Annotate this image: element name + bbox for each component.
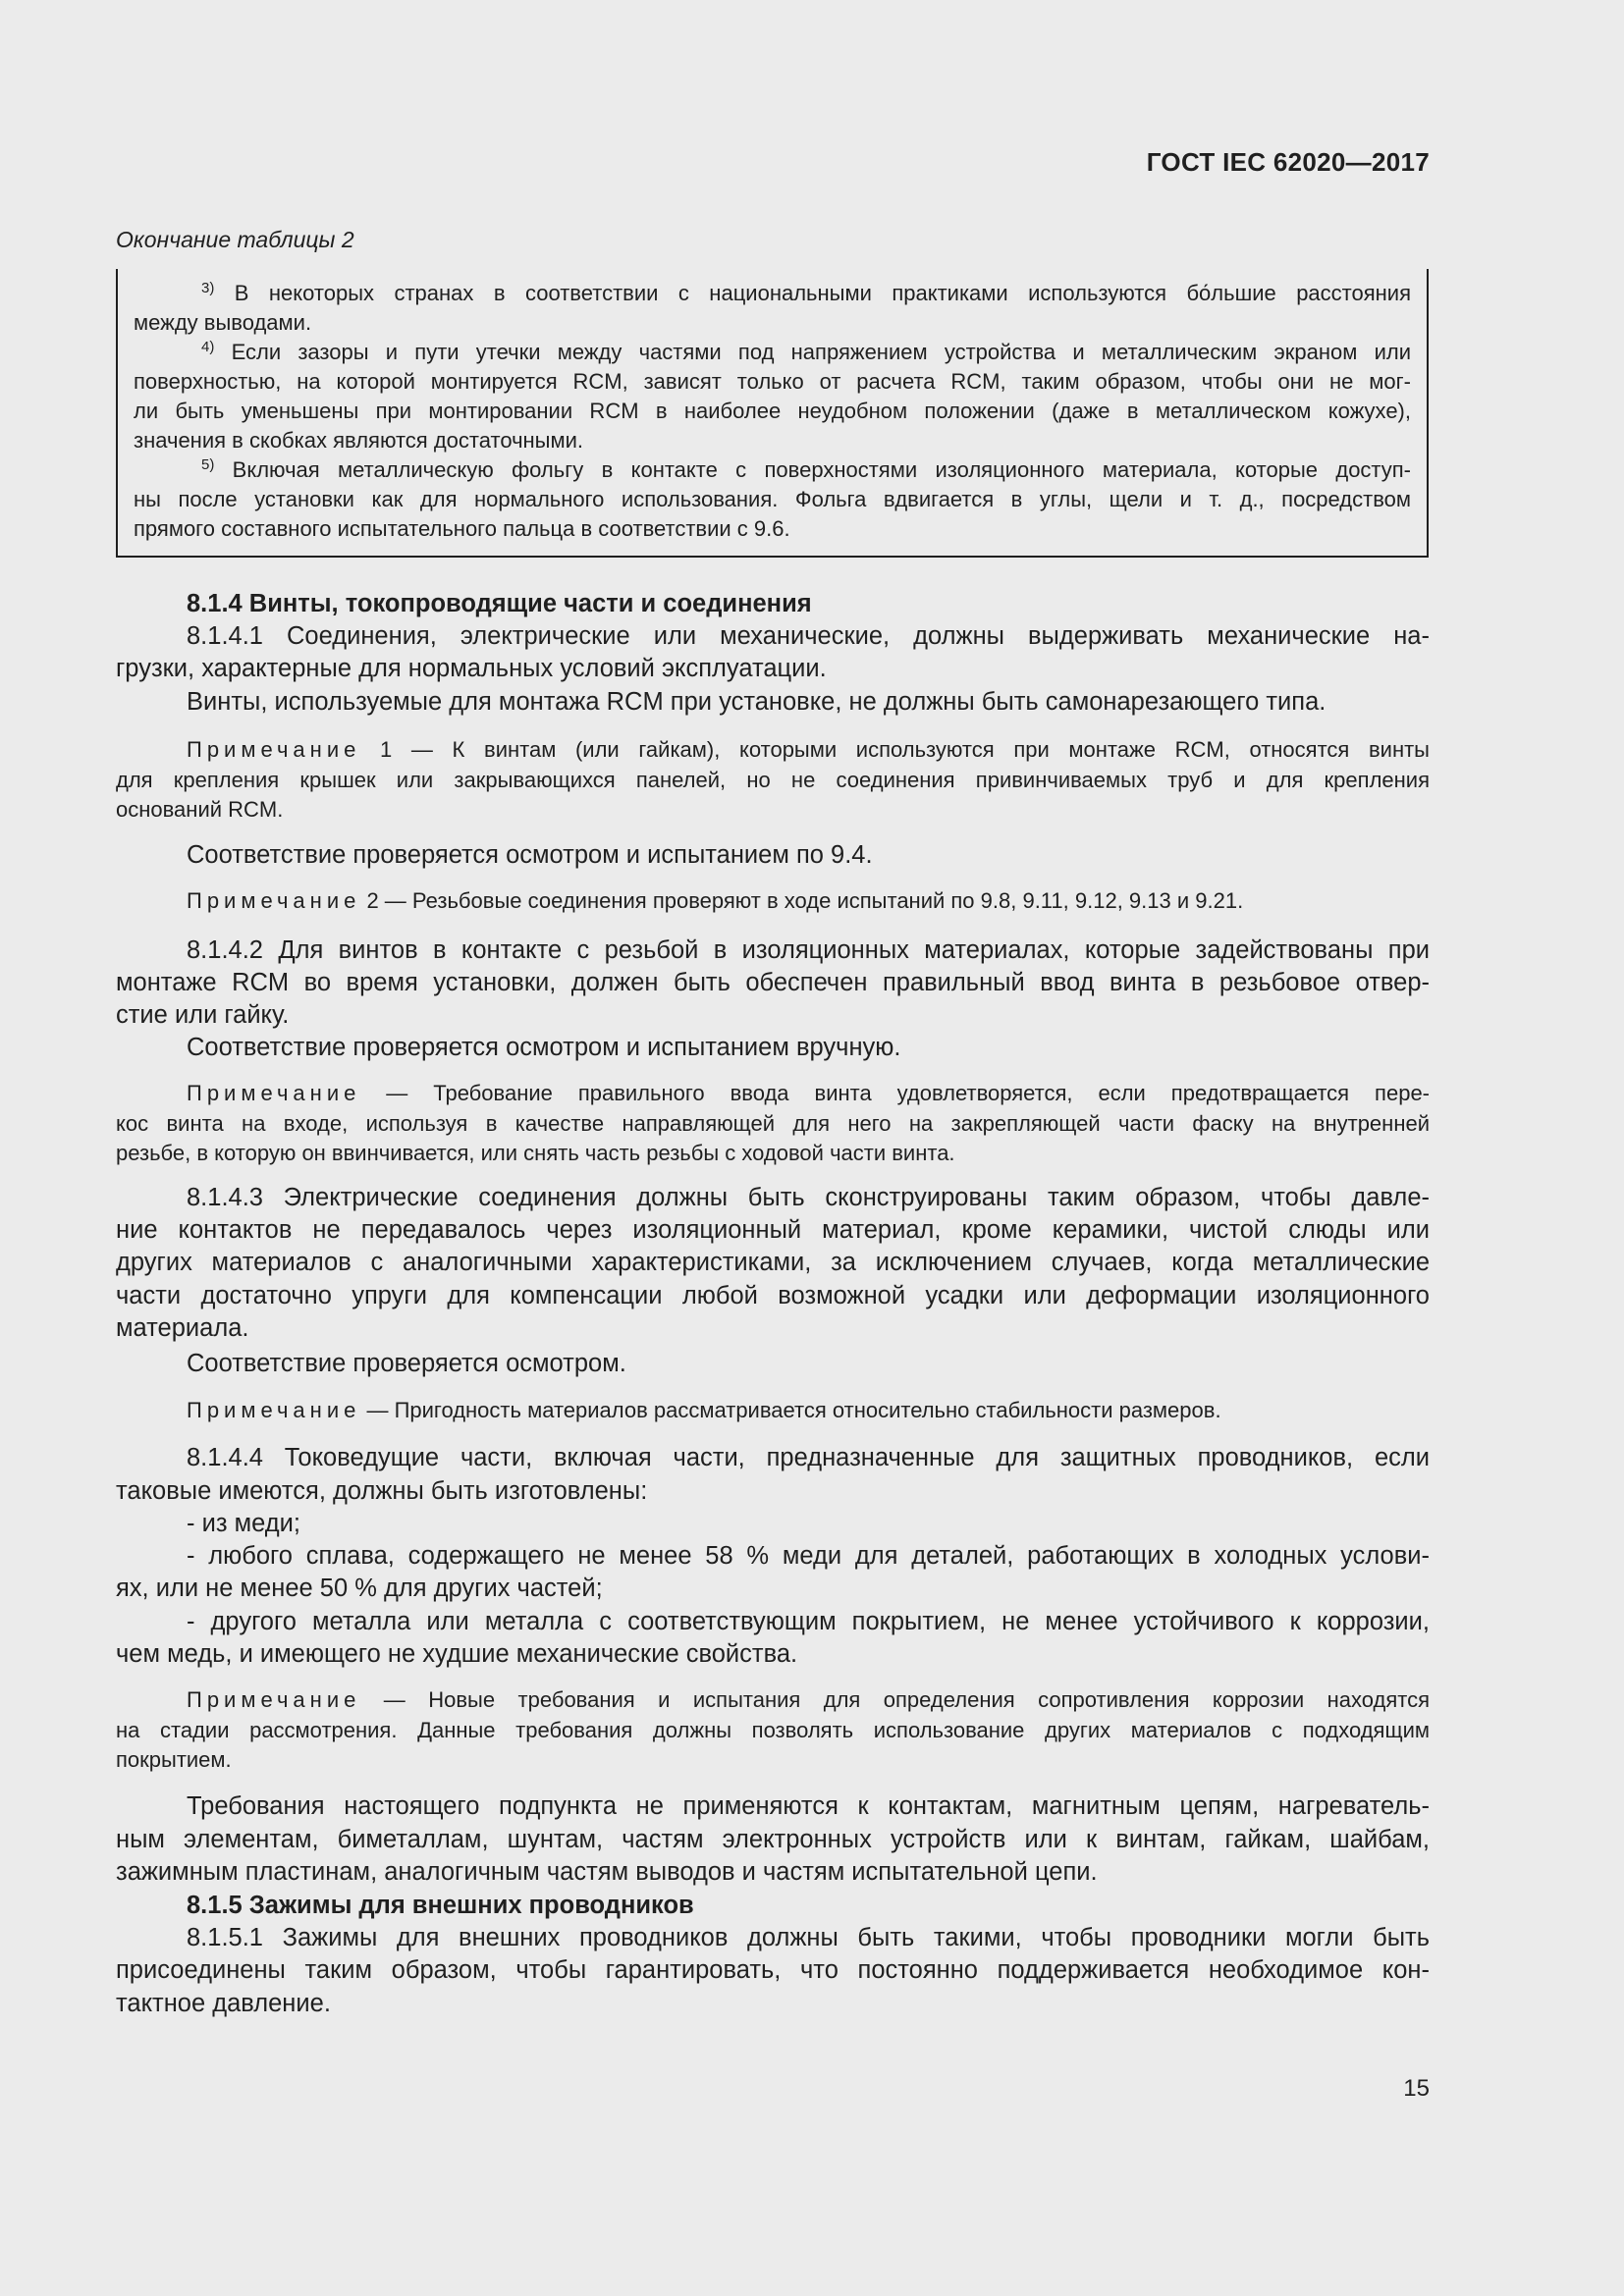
paragraph-line: стие или гайку. [116, 1001, 290, 1029]
note-text: 1 — К винтам (или гайкам), которыми используются при монтаже RCM, относятся винты [360, 737, 1430, 762]
paragraph-line: материала. [116, 1314, 249, 1342]
note-label: Примечание [187, 1398, 361, 1422]
paragraph-line: 8.1.4.3 Электрические соединения должны быть сконструированы таким образом, чтобы давле- [187, 1184, 1430, 1211]
paragraph-line: грузки, характерные для нормальных условий эксплуатации. [116, 655, 827, 682]
footnote-3-cont: между выводами. [134, 310, 312, 335]
note-line: на стадии рассмотрения. Данные требования должны позволять использование других материалов с подходящим [116, 1718, 1430, 1742]
paragraph-line: таковые имеются, должны быть изготовлены: [116, 1477, 648, 1505]
note-text: — Пригодность материалов рассматривается относительно стабильности размеров. [360, 1398, 1221, 1422]
note-line: оснований RCM. [116, 797, 284, 822]
footnote-4-line [201, 338, 1411, 367]
footnote-5-cont: прямого составного испытательного пальца в соответствии с 9.6. [134, 516, 790, 541]
footnote-3-line [201, 279, 1411, 308]
footnote-3-mark: 3) [201, 280, 215, 296]
note-2-line [187, 885, 1430, 916]
paragraph-line: зажимным пластинам, аналогичным частям выводов и частям испытательной цепи. [116, 1858, 1098, 1886]
note-label: Примечание [187, 1081, 361, 1105]
footnote-4-text: Если зазоры и пути утечки между частями под напряжением устройства и металлическим экраном или [214, 340, 1411, 364]
section-heading: 8.1.5 Зажимы для внешних проводников [187, 1892, 694, 1919]
paragraph-line: Соответствие проверяется осмотром. [187, 1350, 626, 1377]
paragraph-line: тактное давление. [116, 1990, 331, 2017]
list-item-cont: ях, или не менее 50 % для других частей; [116, 1575, 603, 1602]
footnote-3-text: В некоторых странах в соответствии с национальными практиками используются бо́льшие расстояния [214, 281, 1411, 305]
note-line: для крепления крышек или закрывающихся панелей, но не соединения привинчиваемых труб и для крепления [116, 768, 1430, 792]
paragraph-line: 8.1.4.2 Для винтов в контакте с резьбой в изоляционных материалах, которые задействованы при [187, 936, 1430, 964]
footnote-4-mark: 4) [201, 339, 215, 355]
paragraph-line: Винты, используемые для монтажа RCM при установке, не должны быть самонарезающего типа. [187, 688, 1326, 716]
list-item: - из меди; [187, 1510, 300, 1537]
footnote-5-line [201, 455, 1411, 485]
list-item: - любого сплава, содержащего не менее 58 % меди для деталей, работающих в холодных услови- [187, 1542, 1430, 1570]
paragraph-line: Требования настоящего подпункта не применяются к контактам, магнитным цепям, нагреватель- [187, 1792, 1430, 1820]
page-number: 15 [1403, 2075, 1430, 2102]
paragraph-line: Соответствие проверяется осмотром и испытанием вручную. [187, 1034, 901, 1061]
paragraph-line: присоединены таким образом, чтобы гарантировать, что постоянно поддерживается необходимое кон- [116, 1956, 1430, 1984]
paragraph-line: 8.1.5.1 Зажимы для внешних проводников должны быть такими, чтобы проводники могли быть [187, 1924, 1430, 1951]
note-line: кос винта на входе, используя в качестве направляющей для него на закрепляющей части фаску на внутренней [116, 1111, 1430, 1136]
note-line: резьбе, в которую он ввинчивается, или снять часть резьбы с ходовой части винта. [116, 1141, 955, 1165]
paragraph-line: части достаточно упруги для компенсации любой возможной усадки или деформации изоляционного [116, 1282, 1430, 1309]
note-5-line [187, 1684, 1430, 1715]
note-label: Примечание [187, 888, 361, 913]
note-text: 2 — Резьбовые соединения проверяют в ходе испытаний по 9.8, 9.11, 9.12, 9.13 и 9.21. [360, 888, 1244, 913]
section-heading: 8.1.4 Винты, токопроводящие части и соединения [187, 590, 812, 617]
note-label: Примечание [187, 1687, 361, 1712]
note-line: покрытием. [116, 1747, 232, 1772]
paragraph-line: 8.1.4.1 Соединения, электрические или механические, должны выдерживать механические на- [187, 622, 1430, 650]
note-label: Примечание [187, 737, 361, 762]
paragraph-line: других материалов с аналогичными характеристиками, за исключением случаев, когда металлические [116, 1249, 1430, 1276]
paragraph-line: 8.1.4.4 Токоведущие части, включая части, предназначенные для защитных проводников, если [187, 1444, 1430, 1471]
footnote-5-mark: 5) [201, 456, 215, 473]
footnote-5-text: Включая металлическую фольгу в контакте с поверхностями изоляционного материала, которые доступ- [214, 457, 1411, 482]
footnote-4-cont: ли быть уменьшены при монтировании RCM в наиболее неудобном положении (даже в металлическом кожухе), [134, 399, 1411, 423]
paragraph-line: монтаже RCM во время установки, должен быть обеспечен правильный ввод винта в резьбовое отвер- [116, 969, 1430, 996]
paragraph-line: Соответствие проверяется осмотром и испытанием по 9.4. [187, 841, 873, 869]
table-footnotes-box [116, 269, 1429, 558]
paragraph-line: ным элементам, биметаллам, шунтам, частям электронных устройств или к винтам, гайкам, шайбам, [116, 1826, 1430, 1853]
note-1-line [187, 734, 1430, 765]
footnote-4-cont: значения в скобках являются достаточными. [134, 428, 584, 453]
note-text: — Новые требования и испытания для определения сопротивления коррозии находятся [360, 1687, 1430, 1712]
note-3-line [187, 1078, 1430, 1108]
note-text: — Требование правильного ввода винта удовлетворяется, если предотвращается пере- [360, 1081, 1430, 1105]
list-item: - другого металла или металла с соответствующим покрытием, не менее устойчивого к коррозии, [187, 1608, 1430, 1635]
footnote-4-cont: поверхностью, на которой монтируется RCM, зависят только от расчета RCM, таким образом, чтобы они не мог- [134, 369, 1411, 394]
footnote-5-cont: ны после установки как для нормального использования. Фольга вдвигается в углы, щели и т. д., посредством [134, 487, 1411, 511]
table-caption: Окончание таблицы 2 [116, 227, 354, 252]
paragraph-line: ние контактов не передавалось через изоляционный материал, кроме керамики, чистой слюды или [116, 1216, 1430, 1244]
note-4-line [187, 1395, 1430, 1425]
standard-header: ГОСТ IEC 62020—2017 [1146, 147, 1430, 177]
list-item-cont: чем медь, и имеющего не худшие механические свойства. [116, 1640, 798, 1668]
